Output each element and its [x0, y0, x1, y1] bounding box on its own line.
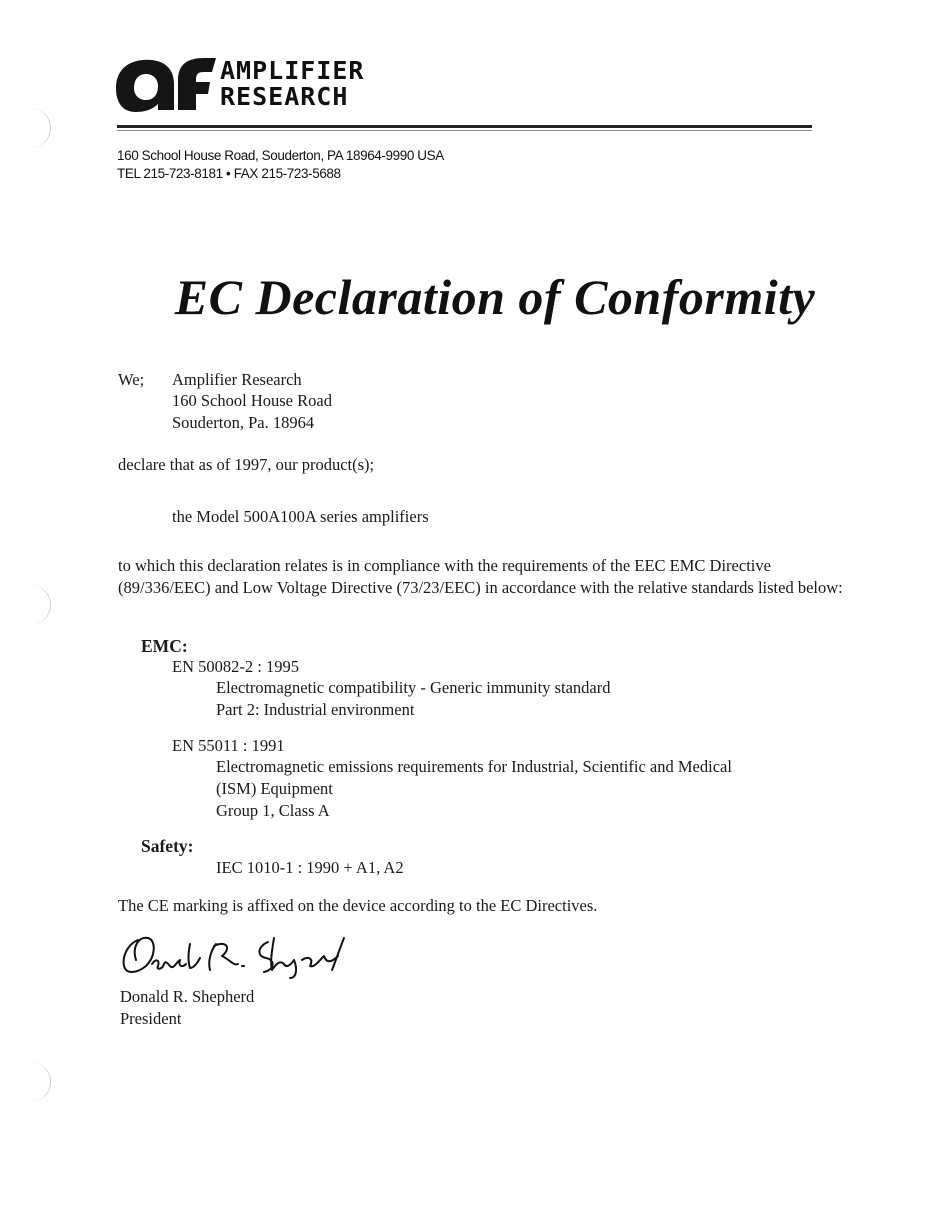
punch-hole-mark [30, 108, 51, 148]
emc-standard-2-code: EN 55011 : 1991 [172, 736, 285, 755]
letterhead-rule [117, 125, 812, 128]
ce-marking-line: The CE marking is affixed on the device according to the EC Directives. [118, 896, 598, 915]
declarant-city: Souderton, Pa. 18964 [172, 413, 315, 432]
we-label: We; [118, 370, 145, 389]
emc-standard-2-line-1: Electromagnetic emissions requirements for Industrial, Scientific and Medical [216, 757, 732, 776]
emc-standard-2-line-2: (ISM) Equipment [216, 779, 333, 798]
declarant-name: Amplifier Research [172, 370, 302, 389]
company-wordmark [220, 58, 364, 110]
compliance-paragraph: to which this declaration relates is in compliance with the requirements of the EEC EMC Directive (89/336/EEC) and Low Voltage Directive (73/23/EEC) in accordance with the relative standards listed below: [118, 556, 843, 597]
handwritten-signature [118, 930, 358, 980]
declarant-street: 160 School House Road [172, 391, 332, 410]
safety-heading: Safety: [141, 836, 194, 856]
emc-standard-1-line-1: Electromagnetic compatibility - Generic immunity standard [216, 678, 611, 697]
declare-line: declare that as of 1997, our product(s); [118, 455, 375, 474]
wordmark-line-1: AMPLIFIER [220, 56, 365, 85]
signatory-name: Donald R. Shepherd [120, 987, 255, 1006]
punch-hole-mark [30, 585, 51, 625]
signatory-title: President [120, 1009, 182, 1028]
safety-standard: IEC 1010-1 : 1990 + A1, A2 [216, 858, 404, 877]
letterhead-address: 160 School House Road, Souderton, PA 18964-9990 USA [117, 148, 444, 163]
letterhead-rule-thin [117, 130, 812, 131]
letterhead-address-block [117, 147, 444, 183]
emc-standard-2-line-3: Group 1, Class A [216, 801, 330, 820]
emc-standard-1-code: EN 50082-2 : 1995 [172, 657, 299, 676]
emc-standard-1-line-2: Part 2: Industrial environment [216, 700, 415, 719]
wordmark-line-2: RESEARCH [220, 82, 349, 111]
document-title: EC Declaration of Conformity [174, 269, 816, 325]
letterhead-phone-fax: TEL 215-723-8181 • FAX 215-723-5688 [117, 166, 341, 181]
product-line: the Model 500A100A series amplifiers [172, 507, 429, 526]
emc-heading: EMC: [141, 636, 188, 656]
punch-hole-mark [30, 1062, 51, 1102]
